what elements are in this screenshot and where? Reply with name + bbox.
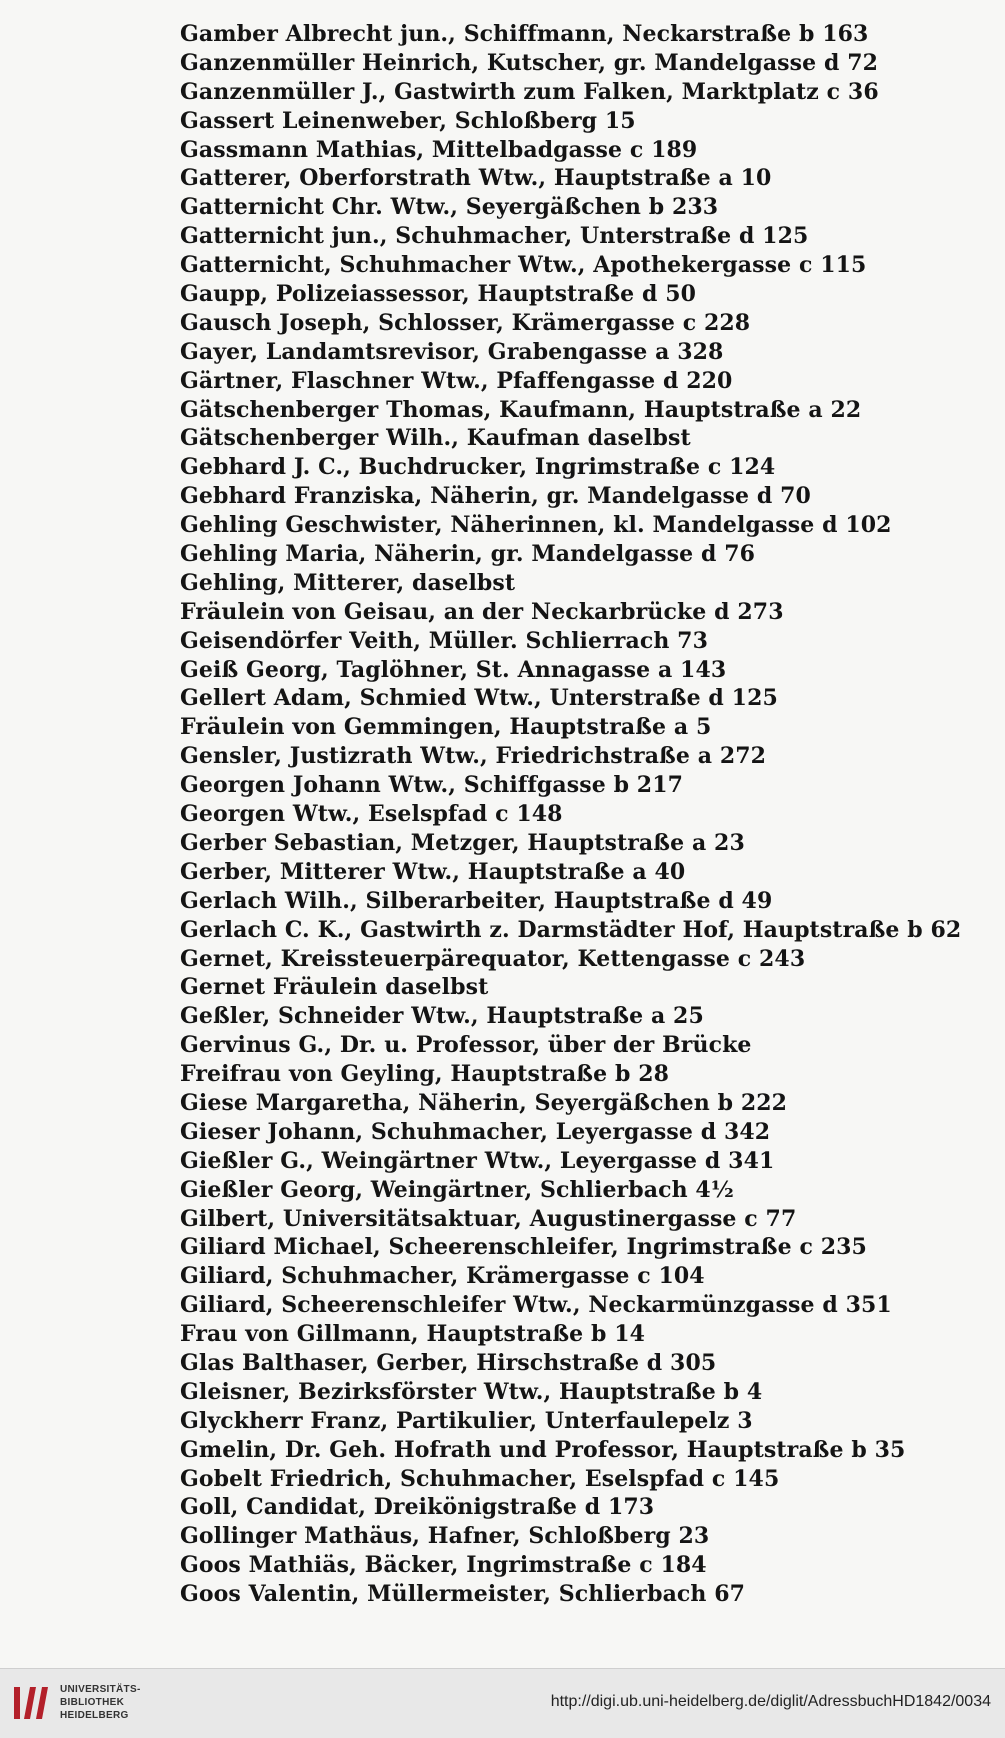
address-entry: Gatternicht Chr. Wtw., Seyergäßchen b 233 [180, 194, 719, 221]
address-entry: Georgen Wtw., Eselspfad c 148 [180, 801, 563, 828]
address-entry: Gehling Geschwister, Näherinnen, kl. Mandelgasse d 102 [180, 512, 892, 539]
address-entry: Gensler, Justizrath Wtw., Friedrichstraße a 272 [180, 743, 767, 770]
address-entry: Goll, Candidat, Dreikönigstraße d 173 [180, 1494, 655, 1521]
address-entry: Gobelt Friedrich, Schuhmacher, Eselspfad c 145 [180, 1465, 780, 1492]
address-entry: Gaupp, Polizeiassessor, Hauptstraße d 50 [180, 281, 697, 308]
address-entry: Gätschenberger Thomas, Kaufmann, Hauptstraße a 22 [180, 396, 862, 423]
address-entry: Giliard, Schuhmacher, Krämergasse c 104 [180, 1263, 705, 1290]
library-name-line: HEIDELBERG [60, 1710, 129, 1721]
address-entry: Gießler G., Weingärtner Wtw., Leyergasse d 341 [180, 1147, 775, 1174]
address-entry: Gernet Fräulein daselbst [180, 974, 489, 1001]
library-name-line: BIBLIOTHEK [60, 1697, 125, 1708]
address-entry: Giliard, Scheerenschleifer Wtw., Neckarmünzgasse d 351 [180, 1292, 892, 1319]
address-entry: Gieser Johann, Schuhmacher, Leyergasse d 342 [180, 1118, 771, 1145]
address-entry: Gervinus G., Dr. u. Professor, über der Brücke [180, 1032, 752, 1059]
address-entry: Gärtner, Flaschner Wtw., Pfaffengasse d 220 [180, 367, 733, 394]
document-url-link[interactable]: http://digi.ub.uni-heidelberg.de/diglit/AdressbuchHD1842/0034 [550, 1693, 991, 1710]
address-entry: Gätschenberger Wilh., Kaufman daselbst [180, 425, 691, 452]
address-entry: Gmelin, Dr. Geh. Hofrath und Professor, Hauptstraße b 35 [180, 1436, 906, 1463]
address-entry: Glas Balthaser, Gerber, Hirschstraße d 305 [180, 1349, 717, 1376]
address-entry: Gießler Georg, Weingärtner, Schlierbach 4½ [180, 1176, 734, 1203]
address-entry: Gassmann Mathias, Mittelbadgasse c 189 [180, 136, 698, 163]
address-entry: Giese Margaretha, Näherin, Seyergäßchen b 222 [180, 1089, 788, 1116]
address-entry: Gehling, Mitterer, daselbst [180, 569, 516, 596]
address-entry: Gatternicht jun., Schuhmacher, Unterstraße d 125 [180, 223, 809, 250]
address-entry: Freifrau von Geyling, Hauptstraße b 28 [180, 1061, 670, 1088]
address-entry: Geßler, Schneider Wtw., Hauptstraße a 25 [180, 1003, 704, 1030]
address-entry: Gerber Sebastian, Metzger, Hauptstraße a 23 [180, 829, 745, 856]
viewer-footer [0, 1668, 1005, 1738]
address-entry: Gernet, Kreissteuerpärequator, Kettengasse c 243 [180, 945, 806, 972]
address-entry: Gilbert, Universitätsaktuar, Augustinergasse c 77 [180, 1205, 797, 1232]
address-entry: Geisendörfer Veith, Müller. Schlierrach 73 [180, 627, 708, 654]
address-entry: Glyckherr Franz, Partikulier, Unterfaulepelz 3 [180, 1407, 753, 1434]
address-entry: Gehling Maria, Näherin, gr. Mandelgasse d 76 [180, 541, 756, 568]
address-entry: Goos Mathiäs, Bäcker, Ingrimstraße c 184 [180, 1552, 707, 1579]
address-entry: Gollinger Mathäus, Hafner, Schloßberg 23 [180, 1523, 710, 1550]
address-entry: Gausch Joseph, Schlosser, Krämergasse c 228 [180, 309, 751, 336]
address-entry-list [180, 20, 980, 1609]
address-entry: Ganzenmüller J., Gastwirth zum Falken, Marktplatz c 36 [180, 78, 879, 105]
address-entry: Fräulein von Gemmingen, Hauptstraße a 5 [180, 714, 712, 741]
address-entry: Giliard Michael, Scheerenschleifer, Ingrimstraße c 235 [180, 1234, 867, 1261]
address-entry: Gerlach Wilh., Silberarbeiter, Hauptstraße d 49 [180, 887, 773, 914]
address-entry: Gebhard Franziska, Näherin, gr. Mandelgasse d 70 [180, 483, 811, 510]
address-entry: Gebhard J. C., Buchdrucker, Ingrimstraße c 124 [180, 454, 776, 481]
address-entry: Gerlach C. K., Gastwirth z. Darmstädter Hof, Hauptstraße b 62 [180, 916, 962, 943]
address-entry: Georgen Johann Wtw., Schiffgasse b 217 [180, 772, 684, 799]
address-entry: Gayer, Landamtsrevisor, Grabengasse a 328 [180, 338, 724, 365]
address-entry: Gerber, Mitterer Wtw., Hauptstraße a 40 [180, 858, 686, 885]
university-library-logo-icon [10, 1681, 54, 1725]
address-entry: Gamber Albrecht jun., Schiffmann, Neckarstraße b 163 [180, 21, 869, 47]
address-entry: Ganzenmüller Heinrich, Kutscher, gr. Mandelgasse d 72 [180, 49, 879, 76]
library-name [60, 1683, 141, 1722]
address-entry: Gatternicht, Schuhmacher Wtw., Apothekergasse c 115 [180, 252, 867, 279]
address-entry: Goos Valentin, Müllermeister, Schlierbach 67 [180, 1581, 746, 1608]
address-entry: Gassert Leinenweber, Schloßberg 15 [180, 107, 636, 134]
library-name-line: UNIVERSITÄTS- [60, 1684, 141, 1695]
address-entry: Gleisner, Bezirksförster Wtw., Hauptstraße b 4 [180, 1378, 763, 1405]
address-entry: Frau von Gillmann, Hauptstraße b 14 [180, 1321, 646, 1348]
address-entry: Geiß Georg, Taglöhner, St. Annagasse a 143 [180, 656, 727, 683]
address-entry: Gatterer, Oberforstrath Wtw., Hauptstraße a 10 [180, 165, 772, 192]
address-entry: Fräulein von Geisau, an der Neckarbrücke d 273 [180, 598, 784, 625]
address-entry: Gellert Adam, Schmied Wtw., Unterstraße d 125 [180, 685, 778, 712]
